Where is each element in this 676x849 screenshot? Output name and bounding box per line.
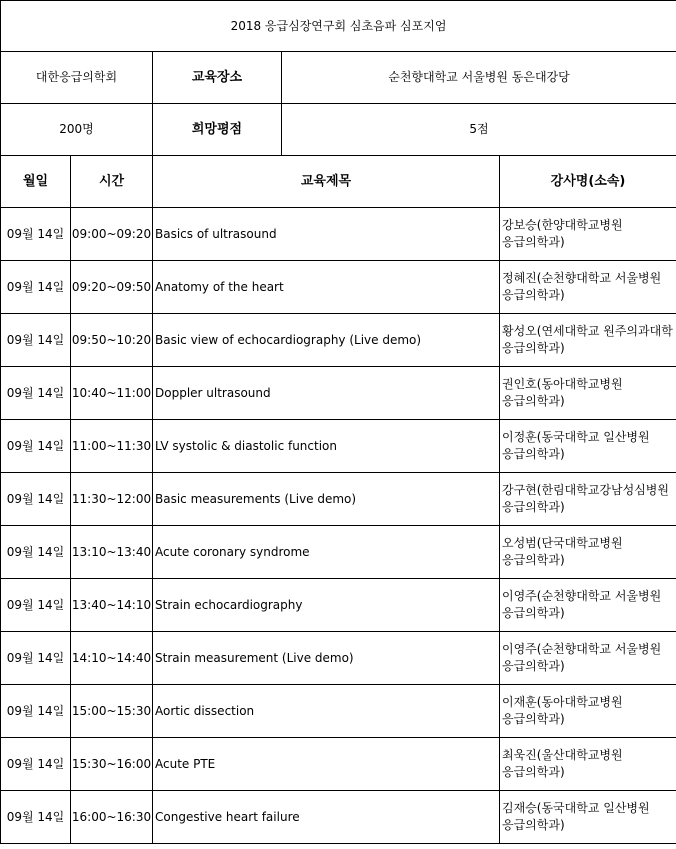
table-row [1, 473, 676, 526]
row-time: 15:00~15:30 [71, 685, 153, 738]
header-topic: 교육제목 [153, 156, 500, 208]
row-date: 09월 14일 [1, 579, 71, 632]
row-time: 11:30~12:00 [71, 473, 153, 526]
header-date: 월일 [1, 156, 71, 208]
table-row [1, 314, 676, 367]
table-row [1, 738, 676, 791]
row-date: 09월 14일 [1, 420, 71, 473]
row-date: 09월 14일 [1, 632, 71, 685]
row-topic: Basic measurements (Live demo) [153, 473, 500, 526]
row-topic: Aortic dissection [153, 685, 500, 738]
row-time: 09:50~10:20 [71, 314, 153, 367]
row-date: 09월 14일 [1, 685, 71, 738]
row-speaker: 이영주(순천향대학교 서울병원 응급의학과) [500, 632, 676, 685]
row-date: 09월 14일 [1, 261, 71, 314]
row-speaker: 정혜진(순천향대학교 서울병원 응급의학과) [500, 261, 676, 314]
row-speaker: 이정훈(동국대학교 일산병원 응급의학과) [500, 420, 676, 473]
capacity-cell: 200명 [1, 104, 153, 156]
table-row [1, 367, 676, 420]
row-date: 09월 14일 [1, 314, 71, 367]
row-topic: Anatomy of the heart [153, 261, 500, 314]
table-row [1, 261, 676, 314]
row-topic: Congestive heart failure [153, 791, 500, 844]
row-date: 09월 14일 [1, 473, 71, 526]
title-row [1, 1, 676, 52]
header-time: 시간 [71, 156, 153, 208]
document-title: 2018 응급심장연구회 심초음파 심포지엄 [1, 1, 676, 52]
table-row [1, 420, 676, 473]
row-speaker: 강구현(한림대학교강남성심병원 응급의학과) [500, 473, 676, 526]
row-topic: Basic view of echocardiography (Live demo) [153, 314, 500, 367]
row-topic: Acute coronary syndrome [153, 526, 500, 579]
row-speaker: 강보승(한양대학교병원 응급의학과) [500, 208, 676, 261]
venue-value: 순천향대학교 서울병원 동은대강당 [282, 52, 676, 104]
row-speaker: 이영주(순천향대학교 서울병원 응급의학과) [500, 579, 676, 632]
venue-label: 교육장소 [153, 52, 282, 104]
header-speaker: 강사명(소속) [500, 156, 676, 208]
row-speaker: 오성범(단국대학교병원 응급의학과) [500, 526, 676, 579]
row-speaker: 김재승(동국대학교 일산병원 응급의학과) [500, 791, 676, 844]
row-topic: LV systolic & diastolic function [153, 420, 500, 473]
table-row [1, 526, 676, 579]
info-row-score [1, 104, 676, 156]
row-time: 16:00~16:30 [71, 791, 153, 844]
schedule-table-body [1, 1, 676, 844]
row-time: 09:20~09:50 [71, 261, 153, 314]
row-topic: Basics of ultrasound [153, 208, 500, 261]
table-row [1, 685, 676, 738]
row-date: 09월 14일 [1, 791, 71, 844]
row-speaker: 최욱진(울산대학교병원 응급의학과) [500, 738, 676, 791]
row-time: 13:40~14:10 [71, 579, 153, 632]
row-topic: Strain measurement (Live demo) [153, 632, 500, 685]
score-label: 희망평점 [153, 104, 282, 156]
row-time: 10:40~11:00 [71, 367, 153, 420]
row-date: 09월 14일 [1, 738, 71, 791]
row-time: 09:00~09:20 [71, 208, 153, 261]
row-time: 15:30~16:00 [71, 738, 153, 791]
row-topic: Acute PTE [153, 738, 500, 791]
row-topic: Strain echocardiography [153, 579, 500, 632]
row-speaker: 이재훈(동아대학교병원 응급의학과) [500, 685, 676, 738]
table-row [1, 208, 676, 261]
row-date: 09월 14일 [1, 208, 71, 261]
row-time: 13:10~13:40 [71, 526, 153, 579]
header-row [1, 156, 676, 208]
table-row [1, 579, 676, 632]
info-row-venue [1, 52, 676, 104]
score-value: 5점 [282, 104, 676, 156]
row-speaker: 권인호(동아대학교병원 응급의학과) [500, 367, 676, 420]
row-date: 09월 14일 [1, 526, 71, 579]
organizer-cell: 대한응급의학회 [1, 52, 153, 104]
row-speaker: 황성오(연세대학교 원주의과대학 응급의학과) [500, 314, 676, 367]
table-row [1, 791, 676, 844]
row-topic: Doppler ultrasound [153, 367, 500, 420]
row-time: 14:10~14:40 [71, 632, 153, 685]
row-time: 11:00~11:30 [71, 420, 153, 473]
row-date: 09월 14일 [1, 367, 71, 420]
table-row [1, 632, 676, 685]
